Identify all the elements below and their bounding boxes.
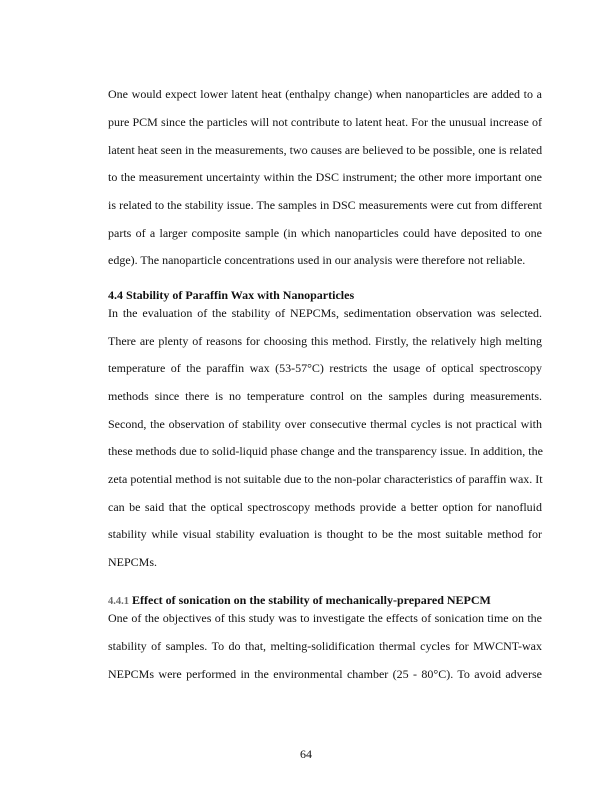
- text-line: parts of a larger composite sample (in which nanoparticles could have deposited to one: [108, 226, 542, 240]
- text-line: stability while visual stability evaluation is thought to be the most suitable method for: [108, 527, 542, 541]
- section-number: 4.4.1: [108, 596, 129, 607]
- text-line: pure PCM since the particles will not contribute to latent heat. For the unusual increase of: [108, 115, 542, 129]
- section-title: Effect of sonication on the stability of mechanically-prepared NEPCM: [132, 593, 491, 607]
- text-line: is related to the stability issue. The samples in DSC measurements were cut from different: [108, 198, 542, 212]
- text-line: There are plenty of reasons for choosing this method. Firstly, the relatively high melting: [108, 334, 542, 348]
- text-line: NEPCMs.: [108, 555, 158, 569]
- section-heading-4-4: 4.4 Stability of Paraffin Wax with Nanoparticles: [108, 288, 355, 302]
- text-line: temperature of the paraffin wax (53-57°C) restricts the usage of optical spectroscopy: [108, 361, 542, 375]
- text-line: to the measurement uncertainty within the DSC instrument; the other more important one: [108, 170, 542, 184]
- text-line: these methods due to solid-liquid phase change and the transparency issue. In addition, the: [108, 444, 543, 458]
- text-line: latent heat seen in the measurements, two causes are believed to be possible, one is related: [108, 143, 543, 157]
- text-line: can be said that the optical spectroscopy methods provide a better option for nanofluid: [108, 500, 542, 514]
- text-line: methods since there is no temperature control on the samples during measurements.: [108, 389, 542, 403]
- text-line: edge). The nanoparticle concentrations used in our analysis were therefore not reliable.: [108, 253, 526, 267]
- text-line: In the evaluation of the stability of NEPCMs, sedimentation observation was selected.: [108, 306, 542, 320]
- text-line: One would expect lower latent heat (enthalpy change) when nanoparticles are added to a: [108, 87, 542, 101]
- text-line: zeta potential method is not suitable due to the non-polar characteristics of paraffin wax. It: [108, 472, 543, 486]
- section-heading-4-4-1: [108, 593, 491, 609]
- text-line: One of the objectives of this study was to investigate the effects of sonication time on the: [108, 611, 542, 625]
- text-line: NEPCMs were performed in the environmental chamber (25 - 80°C). To avoid adverse: [108, 667, 542, 681]
- text-line: Second, the observation of stability over consecutive thermal cycles is not practical with: [108, 417, 542, 431]
- page-number: 64: [300, 747, 312, 761]
- text-line: stability of samples. To do that, melting-solidification thermal cycles for MWCNT-wax: [108, 639, 542, 653]
